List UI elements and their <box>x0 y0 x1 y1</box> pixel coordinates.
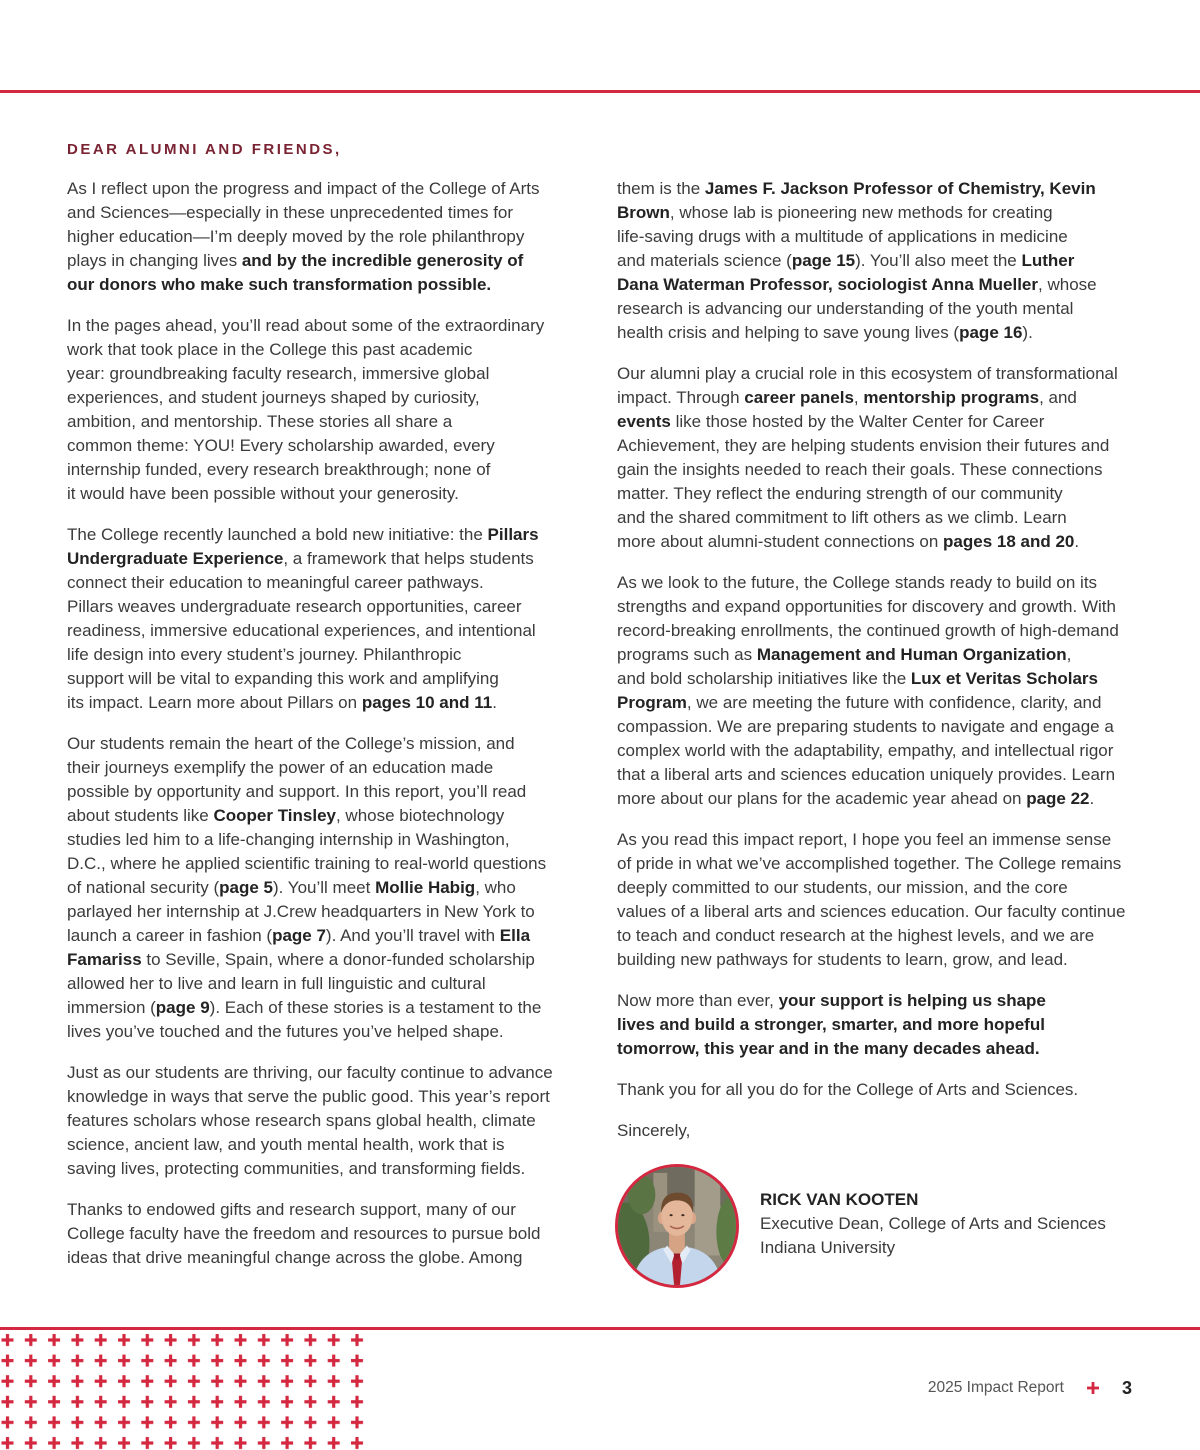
text-run: parlayed her internship at J.Crew headquarters in New York to <box>67 902 535 921</box>
text-run: impact. Through <box>617 388 745 407</box>
letter-paragraph <box>67 523 607 715</box>
signer-institution: Indiana University <box>760 1238 896 1257</box>
text-line <box>617 410 1177 434</box>
text-line <box>67 249 607 273</box>
text-run: studies led him to a life-changing internship in Washington, <box>67 830 510 849</box>
bold-text-run: Ella <box>499 926 531 945</box>
text-line <box>617 619 1177 643</box>
bold-text-run: Cooper Tinsley <box>213 806 336 825</box>
text-line <box>617 667 1177 691</box>
letter-paragraph <box>67 1061 607 1181</box>
text-line <box>67 828 607 852</box>
text-run: knowledge in ways that serve the public good. This year’s report <box>67 1087 550 1106</box>
text-line <box>67 1085 607 1109</box>
text-line <box>67 948 607 972</box>
cross-pattern-decoration <box>0 1331 366 1450</box>
text-line <box>67 643 607 667</box>
text-run: ambition, and mentorship. These stories all share a <box>67 412 453 431</box>
text-run: saving lives, protecting communities, and transforming fields. <box>67 1159 526 1178</box>
text-line <box>67 1061 607 1085</box>
text-run: complex world with the adaptability, empathy, and intellectual rigor <box>617 741 1114 760</box>
text-line <box>617 852 1177 876</box>
text-line <box>67 780 607 804</box>
salutation-heading: DEAR ALUMNI AND FRIENDS, <box>67 141 342 158</box>
text-run: values of a liberal arts and sciences education. Our faculty continue <box>617 902 1126 921</box>
bold-text-run: page 5 <box>219 878 273 897</box>
text-line <box>67 595 607 619</box>
text-run: College faculty have the freedom and resources to pursue bold <box>67 1224 541 1243</box>
text-run: life design into every student’s journey. Philanthropic <box>67 645 462 664</box>
text-run: . <box>1089 789 1095 808</box>
text-line <box>67 972 607 996</box>
letter-column-right <box>617 177 1177 1160</box>
text-line <box>617 506 1177 530</box>
top-divider-line <box>0 90 1200 93</box>
bold-text-run: mentorship programs <box>863 388 1040 407</box>
text-run: its impact. Learn more about Pillars on <box>67 693 362 712</box>
text-line <box>67 571 607 595</box>
letter-paragraph <box>67 177 607 297</box>
text-run: , <box>853 388 864 407</box>
text-line <box>67 201 607 225</box>
bold-text-run: Undergraduate Experience <box>67 549 284 568</box>
bold-text-run: Brown <box>617 203 670 222</box>
text-line <box>617 643 1177 667</box>
text-line <box>67 667 607 691</box>
text-line <box>617 386 1177 410</box>
text-run: , and <box>1039 388 1077 407</box>
text-run: immersion ( <box>67 998 156 1017</box>
text-run: possible by opportunity and support. In this report, you’ll read <box>67 782 527 801</box>
text-line <box>67 1157 607 1181</box>
text-line <box>67 924 607 948</box>
bold-text-run: pages 18 and 20 <box>943 532 1075 551</box>
text-run: them is the <box>617 179 705 198</box>
bold-text-run: page 15 <box>791 251 856 270</box>
text-run: of national security ( <box>67 878 220 897</box>
text-run: lives you’ve touched and the futures you’ve helped shape. <box>67 1022 504 1041</box>
text-run: strengths and expand opportunities for discovery and growth. With <box>617 597 1116 616</box>
text-line <box>67 547 607 571</box>
text-line <box>617 1037 1177 1061</box>
text-run: , whose <box>1038 275 1097 294</box>
text-run: allowed her to live and learn in full linguistic and cultural <box>67 974 486 993</box>
text-line <box>67 1109 607 1133</box>
bold-text-run: page 7 <box>272 926 326 945</box>
bold-text-run: Mollie Habig <box>375 878 476 897</box>
signature-block <box>760 1188 1106 1260</box>
text-line <box>67 1222 607 1246</box>
text-line <box>617 595 1177 619</box>
letter-paragraph <box>67 1198 607 1270</box>
text-run: . <box>1074 532 1080 551</box>
bold-text-run: Pillars <box>487 525 539 544</box>
text-line <box>67 177 607 201</box>
text-run: and materials science ( <box>617 251 792 270</box>
text-run: building new pathways for students to learn, grow, and lead. <box>617 950 1068 969</box>
text-line <box>67 482 607 506</box>
text-run: and bold scholarship initiatives like the <box>617 669 911 688</box>
bottom-divider-line <box>0 1327 1200 1330</box>
text-line <box>67 1246 607 1270</box>
text-run: matter. They reflect the enduring strength of our community <box>617 484 1063 503</box>
bold-text-run: Program <box>617 693 687 712</box>
text-run: Our students remain the heart of the College’s mission, and <box>67 734 515 753</box>
text-run: plays in changing lives <box>67 251 242 270</box>
text-run: , whose lab is pioneering new methods for creating <box>669 203 1053 222</box>
text-run: and Sciences—especially in these unprecedented times for <box>67 203 514 222</box>
bold-text-run: Famariss <box>67 950 142 969</box>
text-run: Achievement, they are helping students envision their futures and <box>617 436 1110 455</box>
bold-text-run: page 16 <box>959 323 1023 342</box>
text-run: ). You’ll also meet the <box>855 251 1022 270</box>
text-run: health crisis and helping to save young lives ( <box>617 323 960 342</box>
text-run: D.C., where he applied scientific training to real-world questions <box>67 854 547 873</box>
bold-text-run: Dana Waterman Professor, sociologist Anna Mueller <box>617 275 1039 294</box>
text-line <box>67 876 607 900</box>
text-line <box>67 1133 607 1157</box>
bold-text-run: and by the incredible generosity of <box>241 251 524 270</box>
footer-report-title: 2025 Impact Report <box>927 1379 1064 1396</box>
text-run: , who <box>475 878 516 897</box>
bold-text-run: our donors who make such transformation possible. <box>67 275 492 294</box>
text-line <box>67 996 607 1020</box>
bold-text-run: career panels <box>744 388 854 407</box>
text-line <box>67 225 607 249</box>
text-run: higher education—I’m deeply moved by the role philanthropy <box>67 227 525 246</box>
text-line <box>617 739 1177 763</box>
text-run: year: groundbreaking faculty research, immersive global <box>67 364 490 383</box>
signer-title: Executive Dean, College of Arts and Sciences <box>760 1214 1106 1233</box>
text-run: launch a career in fashion ( <box>67 926 273 945</box>
bold-text-run: page 22 <box>1026 789 1090 808</box>
text-run: work that took place in the College this past academic <box>67 340 473 359</box>
text-line <box>67 273 607 297</box>
text-run: like those hosted by the Walter Center for Career <box>670 412 1045 431</box>
letter-paragraph <box>617 1078 1177 1102</box>
text-line <box>67 732 607 756</box>
text-line <box>617 362 1177 386</box>
bold-text-run: your support is helping us shape <box>778 991 1046 1010</box>
text-run: The College recently launched a bold new initiative: the <box>67 525 488 544</box>
cross-icon <box>1087 1382 1099 1394</box>
text-run: In the pages ahead, you’ll read about some of the extraordinary <box>67 316 545 335</box>
text-line <box>67 804 607 828</box>
text-line <box>67 900 607 924</box>
bold-text-run: Lux et Veritas Scholars <box>910 669 1098 688</box>
letter-paragraph <box>67 732 607 1044</box>
letter-column-left <box>67 177 607 1287</box>
text-line <box>617 458 1177 482</box>
text-run: science, ancient law, and youth mental health, work that is <box>67 1135 505 1154</box>
text-run: deeply committed to our students, our mission, and the core <box>617 878 1068 897</box>
text-run: Thanks to endowed gifts and research support, many of our <box>67 1200 516 1219</box>
text-run: connect their education to meaningful career pathways. <box>67 573 484 592</box>
text-run: ideas that drive meaningful change across the globe. Among <box>67 1248 523 1267</box>
text-run: programs such as <box>617 645 757 664</box>
text-run: As you read this impact report, I hope you feel an immense sense <box>617 830 1112 849</box>
page-number: 3 <box>1122 1378 1133 1398</box>
text-line <box>617 530 1177 554</box>
bold-text-run: lives and build a stronger, smarter, and more hopeful <box>617 1015 1045 1034</box>
text-line <box>617 321 1177 345</box>
text-run: , whose biotechnology <box>335 806 505 825</box>
text-run: internship funded, every research breakthrough; none of <box>67 460 491 479</box>
text-line <box>67 691 607 715</box>
text-run: more about alumni-student connections on <box>617 532 944 551</box>
text-run: life-saving drugs with a multitude of applications in medicine <box>617 227 1068 246</box>
text-line <box>617 1013 1177 1037</box>
text-run: more about our plans for the academic year ahead on <box>617 789 1027 808</box>
text-line <box>67 523 607 547</box>
text-line <box>617 924 1177 948</box>
text-run: . <box>492 693 497 712</box>
text-run: experiences, and student journeys shaped by curiosity, <box>67 388 480 407</box>
text-line <box>67 314 607 338</box>
text-line <box>67 852 607 876</box>
text-run: to Seville, Spain, where a donor-funded scholarship <box>141 950 535 969</box>
text-line <box>617 249 1177 273</box>
signer-portrait-photo <box>615 1164 739 1288</box>
text-run: record-breaking enrollments, the continued growth of high-demand <box>617 621 1119 640</box>
text-run: , <box>1066 645 1072 664</box>
bold-text-run: Luther <box>1021 251 1075 270</box>
letter-paragraph <box>617 828 1177 972</box>
text-line <box>67 458 607 482</box>
text-run: , a framework that helps students <box>283 549 534 568</box>
text-run: Just as our students are thriving, our faculty continue to advance <box>67 1063 553 1082</box>
text-line <box>617 201 1177 225</box>
bold-text-run: events <box>617 412 671 431</box>
text-run: ). And you’ll travel with <box>325 926 500 945</box>
text-run: support will be vital to expanding this work and amplifying <box>67 669 499 688</box>
text-line <box>617 297 1177 321</box>
text-line <box>617 273 1177 297</box>
letter-paragraph <box>617 1119 1177 1143</box>
text-run: compassion. We are preparing students to navigate and engage a <box>617 717 1114 736</box>
text-line <box>67 1198 607 1222</box>
text-line <box>67 410 607 434</box>
text-line <box>617 1119 1177 1143</box>
text-run: Thank you for all you do for the College of Arts and Sciences. <box>617 1080 1079 1099</box>
text-line <box>67 756 607 780</box>
text-run: to teach and conduct research at the highest levels, and we are <box>617 926 1095 945</box>
text-run: about students like <box>67 806 214 825</box>
text-run: common theme: YOU! Every scholarship awarded, every <box>67 436 495 455</box>
bold-text-run: tomorrow, this year and in the many decades ahead. <box>617 1039 1040 1058</box>
text-run: ). <box>1022 323 1033 342</box>
text-line <box>617 989 1177 1013</box>
text-run: readiness, immersive educational experiences, and intentional <box>67 621 536 640</box>
text-line <box>617 691 1177 715</box>
text-line <box>617 715 1177 739</box>
text-line <box>617 900 1177 924</box>
text-run: gain the insights needed to reach their goals. These connections <box>617 460 1103 479</box>
bold-text-run: James F. Jackson Professor of Chemistry, Kevin <box>704 179 1096 198</box>
text-run: As we look to the future, the College stands ready to build on its <box>617 573 1098 592</box>
letter-paragraph <box>617 989 1177 1061</box>
text-run: As I reflect upon the progress and impact of the College of Arts <box>67 179 540 198</box>
text-run: ). You’ll meet <box>273 878 376 897</box>
letter-paragraph <box>67 314 607 506</box>
text-line <box>617 482 1177 506</box>
text-run: Now more than ever, <box>617 991 779 1010</box>
text-run: their journeys exemplify the power of an education made <box>67 758 494 777</box>
text-run: , we are meeting the future with confidence, clarity, and <box>686 693 1102 712</box>
letter-paragraph <box>617 571 1177 811</box>
text-line <box>617 876 1177 900</box>
text-run: it would have been possible without your generosity. <box>67 484 459 503</box>
portrait-image <box>618 1167 736 1285</box>
signer-name: RICK VAN KOOTEN <box>760 1190 919 1209</box>
text-run: features scholars whose research spans global health, climate <box>67 1111 536 1130</box>
text-line <box>617 763 1177 787</box>
text-run: Our alumni play a crucial role in this ecosystem of transformational <box>617 364 1118 383</box>
text-line <box>67 1020 607 1044</box>
text-line <box>617 787 1177 811</box>
bold-text-run: page 9 <box>155 998 210 1017</box>
bold-text-run: Management and Human Organization <box>756 645 1067 664</box>
bold-text-run: pages 10 and 11 <box>361 693 493 712</box>
text-line <box>67 619 607 643</box>
letter-paragraph <box>617 177 1177 345</box>
text-run: and the shared commitment to lift others as we climb. Learn <box>617 508 1067 527</box>
text-run: Pillars weaves undergraduate research opportunities, career <box>67 597 522 616</box>
letter-paragraph <box>617 362 1177 554</box>
text-line <box>617 948 1177 972</box>
text-line <box>617 828 1177 852</box>
text-line <box>67 434 607 458</box>
text-line <box>617 1078 1177 1102</box>
text-run: research is advancing our understanding of the youth mental <box>617 299 1074 318</box>
text-run: ). Each of these stories is a testament to the <box>209 998 542 1017</box>
text-run: Sincerely, <box>617 1121 691 1140</box>
text-line <box>67 362 607 386</box>
text-line <box>617 225 1177 249</box>
text-line <box>67 338 607 362</box>
text-line <box>617 177 1177 201</box>
text-run: that a liberal arts and sciences education uniquely provides. Learn <box>617 765 1116 784</box>
text-line <box>617 434 1177 458</box>
text-line <box>67 386 607 410</box>
text-run: of pride in what we’ve accomplished together. The College remains <box>617 854 1122 873</box>
text-line <box>617 571 1177 595</box>
